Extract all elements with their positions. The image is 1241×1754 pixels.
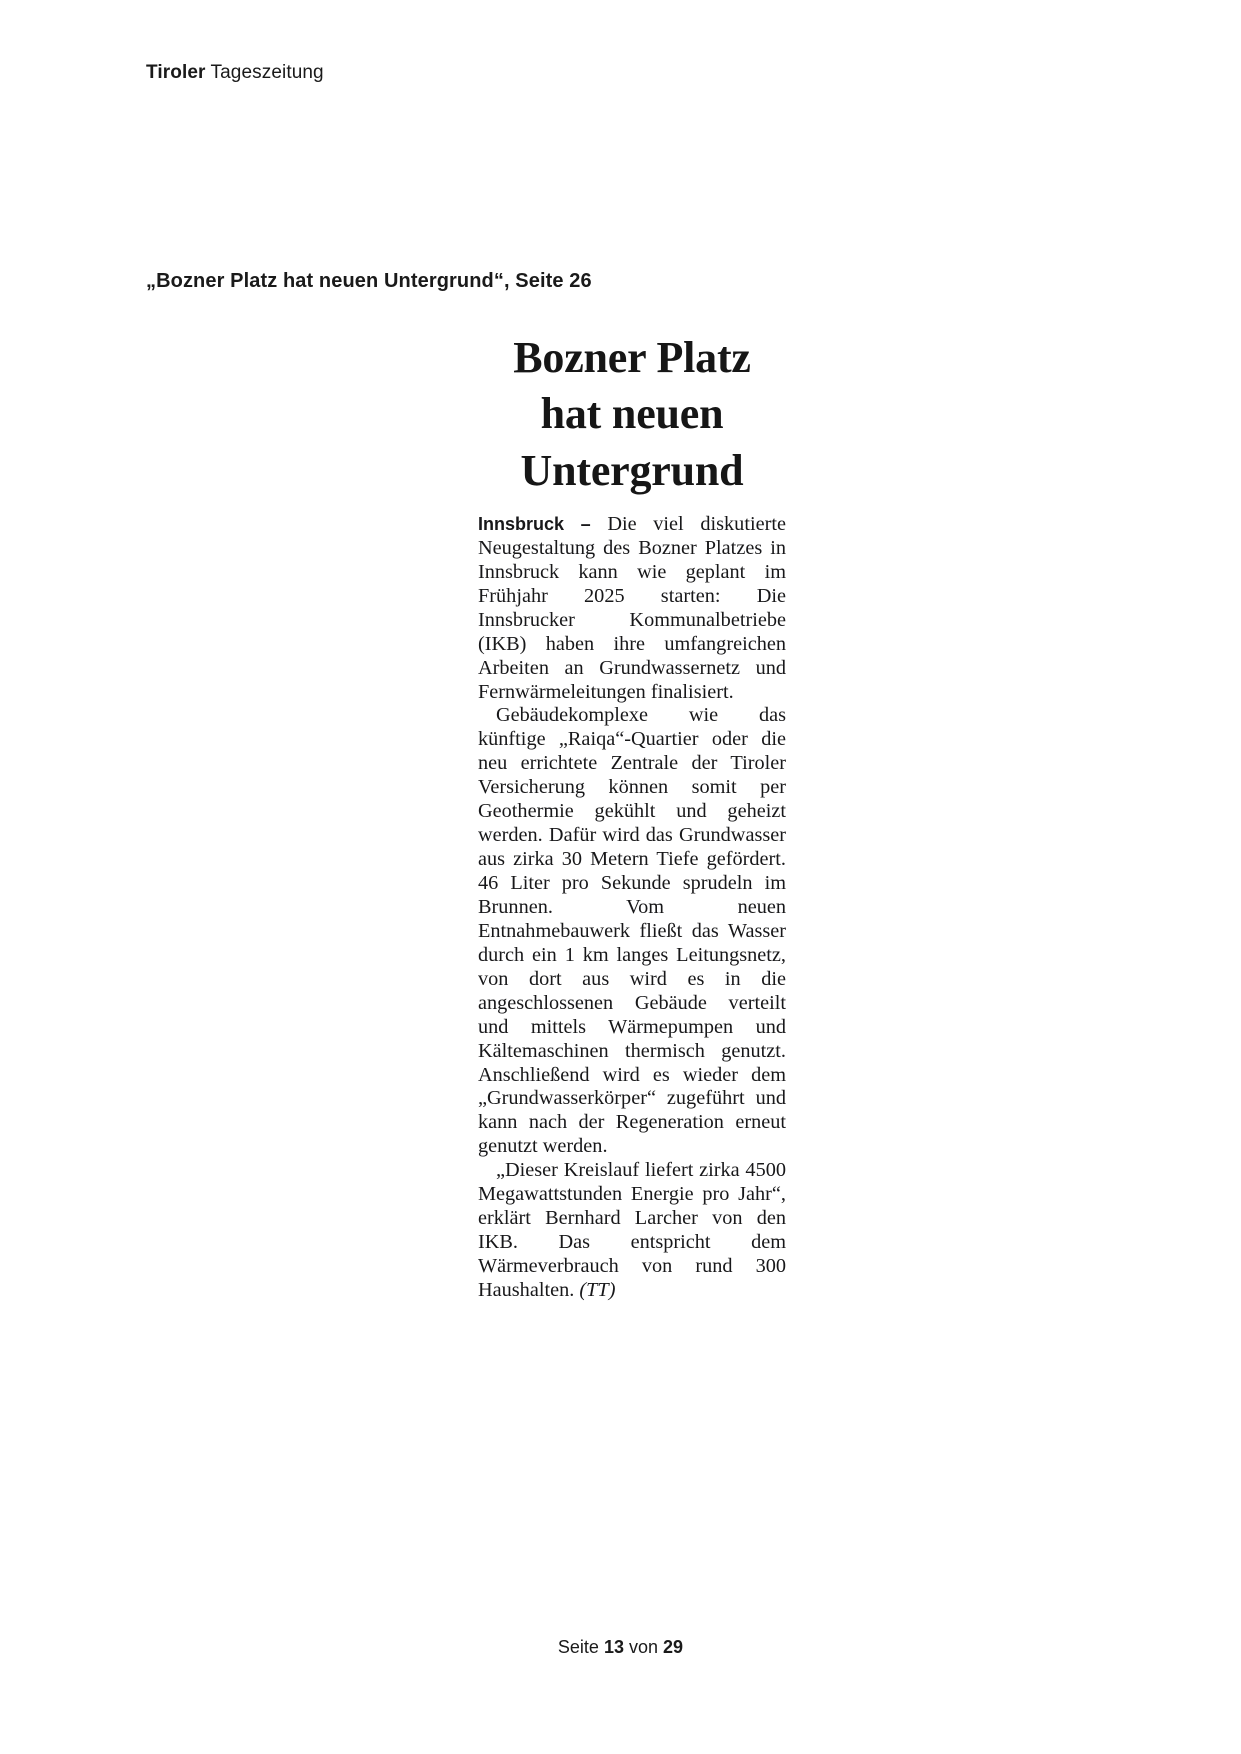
page-footer bbox=[0, 1637, 1241, 1658]
article-paragraph-1 bbox=[478, 513, 786, 705]
article-headline-line-3: Untergrund bbox=[520, 445, 744, 495]
publication-name-bold: Tiroler bbox=[146, 62, 206, 83]
article-paragraph-3 bbox=[478, 1159, 786, 1303]
article-dateline: Innsbruck – bbox=[478, 513, 591, 534]
article-headline-line-1: Bozner Platz bbox=[513, 333, 751, 382]
clipping-caption: „Bozner Platz hat neuen Untergrund“, Seite 26 bbox=[146, 270, 592, 292]
footer-current-page: 13 bbox=[603, 1637, 624, 1657]
publication-name-regular: Tageszeitung bbox=[210, 62, 324, 83]
footer-middle: von bbox=[629, 1637, 659, 1657]
article-headline-line-2: hat neuen bbox=[540, 389, 724, 439]
publication-masthead bbox=[146, 62, 324, 84]
article-headline bbox=[478, 330, 786, 499]
article-credit: (TT) bbox=[579, 1278, 616, 1301]
article-paragraph-1-text: Die viel diskutierte Neugestaltung des Bozner Platzes in Innsbruck kann wie geplant im Frühjahr 2025 starten: Die Innsbrucker Kommunalbetriebe (IKB) haben ihre umfangreichen Arbeiten an Grundwassernetz und Fernwärmeleitungen finalisiert. bbox=[478, 512, 786, 703]
footer-total-pages: 29 bbox=[663, 1637, 684, 1657]
article-paragraph-3-text: „Dieser Kreislauf liefert zirka 4500 Megawattstunden Energie pro Jahr“, erklärt Bernhard Larcher von den IKB. Das entspricht dem Wärmeverbrauch von rund 300 Haushalten. bbox=[478, 1159, 786, 1301]
article-paragraph-2: Gebäudekomplexe wie das künftige „Raiqa“-Quartier oder die neu errichtete Zentrale der Tiroler Versicherung können somit per Geothermie gekühlt und geheizt werden. Dafür wird das Grundwasser aus zirka 30 Metern Tiefe gefördert. 46 Liter pro Sekunde sprudeln im Brunnen. Vom neuen Entnahmebauwerk fließt das Wasser durch ein 1 km langes Leitungsnetz, von dort aus wird es in die angeschlossenen Gebäude verteilt und mittels Wärmepumpen und Kältemaschinen thermisch genutzt. Anschließend wird es wieder dem „Grundwasserkörper“ zugeführt und kann nach der Regeneration erneut genutzt werden. bbox=[478, 704, 786, 1158]
footer-prefix: Seite bbox=[557, 1637, 599, 1657]
article-body bbox=[478, 513, 786, 1303]
newspaper-clipping bbox=[478, 330, 786, 1303]
